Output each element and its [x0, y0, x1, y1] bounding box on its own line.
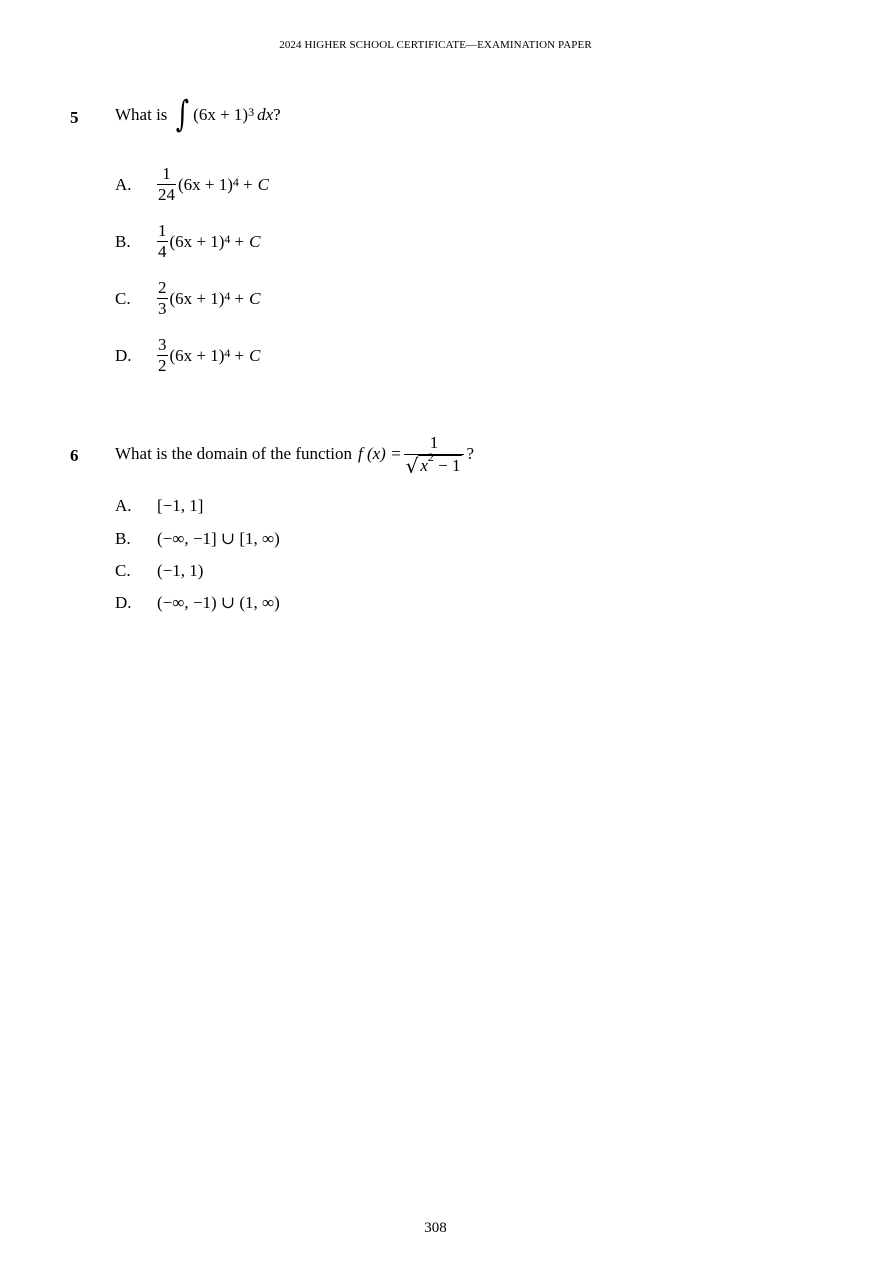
- fraction-numerator: 2: [158, 278, 167, 297]
- fraction-numerator: 1: [429, 433, 439, 452]
- question-mark: ?: [273, 105, 281, 124]
- radical-sign: √: [405, 454, 419, 478]
- integrand-expression: (6x + 1): [193, 105, 249, 124]
- q5-option-c[interactable]: C. $\frac{2}{3}$ (6x + 1) $^4$ + C: [115, 278, 261, 318]
- integral-sign: ∫: [176, 94, 190, 135]
- option-expression: (6x + 1): [169, 345, 225, 365]
- option-letter: B.: [115, 231, 131, 251]
- q5-option-d[interactable]: D. $\frac{3}{2}$ (6x + 1) $^4$ + C: [115, 335, 261, 375]
- question-mark: ?: [466, 444, 474, 463]
- option-constant: + C: [233, 345, 261, 365]
- q6-option-d[interactable]: [115, 593, 280, 613]
- radicand-variable: x: [420, 456, 428, 475]
- option-letter: A.: [115, 496, 132, 515]
- page-number: 308: [424, 1220, 447, 1236]
- radicand: [418, 450, 462, 476]
- question-5-number: 5: [70, 108, 79, 127]
- option-letter: B.: [115, 529, 131, 548]
- option-interval: (−∞, −1] ∪ [1, ∞): [157, 529, 280, 548]
- option-fraction: [157, 335, 168, 376]
- radicand-power: 2: [427, 450, 434, 465]
- option-letter: D.: [115, 345, 132, 365]
- question-5-prompt: [115, 94, 281, 135]
- option-interval: (−∞, −1) ∪ (1, ∞): [157, 593, 280, 612]
- option-expression: (6x + 1): [178, 174, 233, 194]
- fraction-denominator: 3: [158, 299, 167, 318]
- option-fraction: [157, 278, 168, 319]
- function-name: f (x) =: [358, 444, 402, 463]
- q6-option-a[interactable]: [115, 496, 203, 516]
- fraction-denominator: 2: [158, 356, 167, 375]
- option-expression: (6x + 1): [169, 231, 225, 251]
- option-letter: A.: [115, 174, 132, 194]
- question-5-prompt-text: What is: [115, 105, 168, 124]
- domain-fraction: [404, 432, 465, 476]
- option-fraction: [157, 164, 176, 205]
- question-6-number: 6: [70, 446, 79, 465]
- q5-option-a[interactable]: A. $\frac{1}{24}$ (6x + 1) $^4$ + C: [115, 164, 269, 204]
- radicand-tail: − 1: [433, 456, 461, 475]
- option-expression: (6x + 1): [169, 288, 225, 308]
- fraction-numerator: 1: [158, 221, 167, 240]
- option-interval: (−1, 1): [157, 561, 204, 580]
- question-5-integrand: (6x + 1) $^3$ dx ?: [193, 105, 281, 124]
- fraction-denominator: 4: [158, 242, 167, 261]
- differential: dx: [257, 105, 274, 124]
- option-constant: + C: [233, 288, 261, 308]
- square-root: [404, 450, 465, 478]
- option-letter: C.: [115, 288, 131, 308]
- page-header: 2024 HIGHER SCHOOL CERTIFICATE—EXAMINATION PAPER: [279, 39, 592, 51]
- option-letter: D.: [115, 593, 132, 612]
- q5-option-b[interactable]: B. $\frac{1}{4}$ (6x + 1) $^4$ + C: [115, 221, 261, 261]
- fraction-denominator: 24: [158, 185, 175, 204]
- fraction-numerator: 3: [158, 335, 167, 354]
- fraction-numerator: 1: [162, 164, 171, 183]
- option-fraction: [157, 221, 168, 262]
- option-interval: [−1, 1]: [157, 496, 204, 515]
- question-6-prompt-text: What is the domain of the function: [115, 444, 352, 463]
- q6-option-c[interactable]: [115, 561, 203, 581]
- option-letter: C.: [115, 561, 131, 580]
- question-6-prompt: [115, 432, 474, 476]
- option-constant: + C: [233, 231, 261, 251]
- option-constant: + C: [241, 174, 269, 194]
- q6-option-b[interactable]: [115, 529, 280, 549]
